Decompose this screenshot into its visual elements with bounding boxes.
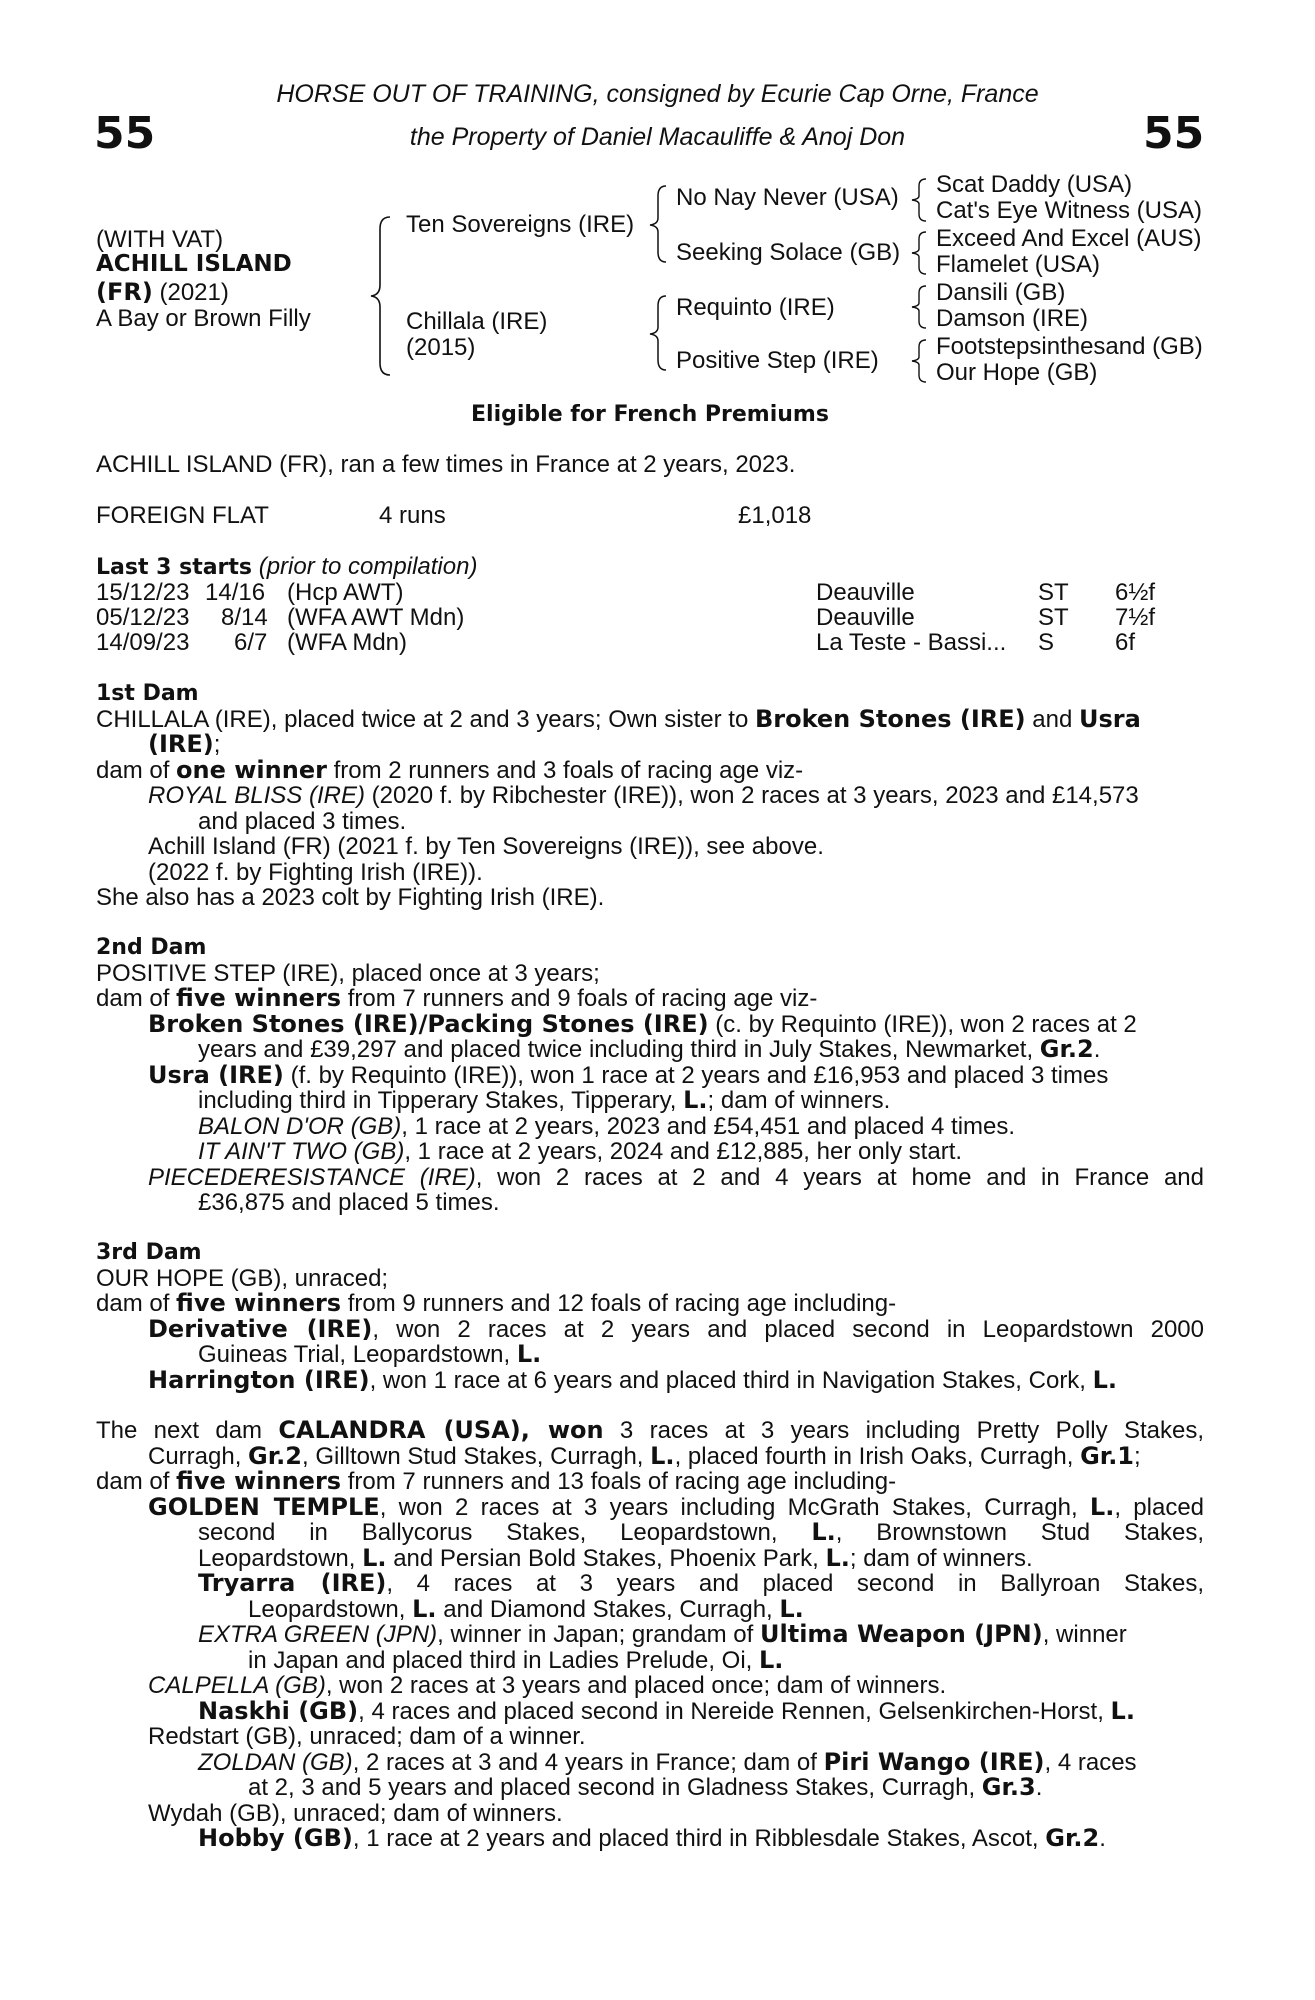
eligibility-note: Eligible for French Premiums — [471, 402, 829, 427]
third-dam-line: OUR HOPE (GB), unraced; — [96, 1264, 389, 1292]
produce-entry: (2022 f. by Fighting Irish (IRE)). — [148, 858, 483, 886]
property-line: the Property of Daniel Macauliffe & Anoj Don — [409, 123, 906, 151]
start-going: ST — [1038, 579, 1069, 606]
start-date: 15/12/23 — [96, 579, 190, 606]
horse-suffix-year — [96, 280, 229, 306]
start-position: 14/16 — [205, 579, 266, 606]
grandproduce-entry-cont: in Japan and placed third in Ladies Prelude, Oi, L. — [248, 1645, 784, 1674]
pedigree-sire-dam: Seeking Solace (GB) — [676, 239, 901, 266]
pedigree-sire: Ten Sovereigns (IRE) — [406, 211, 635, 238]
second-dam-produce-line: dam of five winners from 7 runners and 9 foals of racing age viz- — [96, 984, 818, 1012]
start-distance: 7½f — [1115, 604, 1156, 631]
pedigree-brace-ss — [908, 177, 928, 223]
third-dam-section — [96, 1240, 1204, 1393]
produce-entry-cont: including third in Tipperary Stakes, Tipperary, L.; dam of winners. — [198, 1086, 891, 1114]
start-course: Deauville — [816, 579, 915, 606]
pedigree-dam-dam: Positive Step (IRE) — [676, 347, 879, 374]
produce-note: She also has a 2023 colt by Fighting Irish (IRE). — [96, 884, 605, 911]
pedigree-ddd: Our Hope (GB) — [936, 359, 1098, 386]
first-dam-section — [96, 681, 1204, 911]
grandproduce-entry: Naskhi (GB), 4 races and placed second in Nereide Rennen, Gelsenkirchen-Horst, L. — [198, 1696, 1135, 1725]
start-position: 8/14 — [221, 604, 268, 631]
start-going: S — [1038, 629, 1055, 656]
start-course: La Teste - Bassi... — [816, 629, 1007, 656]
pedigree-brace-sire — [648, 184, 668, 264]
start-position: 6/7 — [234, 629, 268, 656]
start-distance: 6f — [1115, 629, 1136, 656]
horse-name: ACHILL ISLAND — [96, 251, 292, 277]
horse-description: A Bay or Brown Filly — [96, 305, 311, 332]
start-race: (Hcp AWT) — [287, 579, 404, 606]
first-dam-produce-line: dam of one winner from 2 runners and 3 foals of racing age viz- — [96, 755, 804, 784]
produce-entry: PIECEDERESISTANCE (IRE), won 2 races at 2 and 4 years at home and in France and — [148, 1163, 1204, 1191]
grandproduce-entry: IT AIN'T TWO (GB), 1 race at 2 years, 2024 and £12,885, her only start. — [198, 1138, 963, 1165]
produce-entry-cont: Leopardstown, L. and Persian Bold Stakes, Phoenix Park, L.; dam of winners. — [198, 1543, 1033, 1572]
horse-year: (2021) — [159, 279, 229, 306]
produce-entry: Broken Stones (IRE)/Packing Stones (IRE) (c. by Requinto (IRE)), won 2 races at 2 — [148, 1009, 1137, 1038]
produce-entry: GOLDEN TEMPLE, won 2 races at 3 years including McGrath Stakes, Curragh, L., placed — [148, 1492, 1205, 1521]
horse-suffix: (FR) — [96, 278, 153, 306]
second-dam-section — [96, 935, 1204, 1216]
produce-entry: Wydah (GB), unraced; dam of winners. — [148, 1799, 563, 1827]
pedigree-brace-dam — [648, 294, 668, 372]
start-row — [96, 580, 189, 606]
produce-entry-cont: Guineas Trial, Leopardstown, L. — [198, 1340, 542, 1368]
next-dam-line: The next dam CALANDRA (USA), won 3 races at 3 years including Pretty Polly Stakes, — [96, 1416, 1204, 1444]
pedigree-dds: Footstepsinthesand (GB) — [936, 333, 1203, 360]
start-going: ST — [1038, 604, 1069, 631]
pedigree-sds: Exceed And Excel (AUS) — [936, 225, 1202, 252]
last-starts-subtitle: (prior to compilation) — [258, 553, 478, 580]
produce-entry-cont: second in Ballycorus Stakes, Leopardstown, L., Brownstown Stud Stakes, — [198, 1518, 1204, 1546]
next-dam-produce-line: dam of five winners from 7 runners and 13 foals of racing age including- — [96, 1467, 897, 1495]
pedigree-dam-sire: Requinto (IRE) — [676, 294, 835, 321]
produce-entry: Achill Island (FR) (2021 f. by Ten Sovereigns (IRE)), see above. — [148, 833, 824, 860]
first-dam-title: 1st Dam — [96, 681, 199, 706]
produce-entry-cont: and placed 3 times. — [198, 807, 407, 835]
grandproduce-entry-cont: at 2, 3 and 5 years and placed second in Gladness Stakes, Curragh, Gr.3. — [248, 1773, 1043, 1801]
race-summary: ACHILL ISLAND (FR), ran a few times in France at 2 years, 2023. — [96, 451, 796, 478]
last-starts-title: Last 3 starts — [96, 555, 253, 580]
pedigree-brace-dd — [908, 338, 928, 384]
grandproduce-entry: Tryarra (IRE), 4 races at 3 years and placed second in Ballyroan Stakes, — [198, 1569, 1205, 1597]
next-dam-line-cont: Curragh, Gr.2, Gilltown Stud Stakes, Curragh, L., placed fourth in Irish Oaks, Curragh, Gr.1; — [148, 1441, 1141, 1470]
grandproduce-entry: ZOLDAN (GB), 2 races at 3 and 4 years in France; dam of Piri Wango (IRE), 4 races — [198, 1747, 1137, 1776]
pedigree-brace-ds — [908, 284, 928, 330]
vat-note: (WITH VAT) — [96, 226, 224, 253]
produce-entry: CALPELLA (GB), won 2 races at 3 years and placed once; dam of winners. — [148, 1672, 947, 1699]
start-date: 14/09/23 — [96, 629, 190, 656]
start-race: (WFA AWT Mdn) — [287, 604, 465, 631]
produce-entry: Redstart (GB), unraced; dam of a winner. — [148, 1723, 586, 1750]
pedigree-dss: Dansili (GB) — [936, 279, 1066, 306]
start-race: (WFA Mdn) — [287, 629, 408, 656]
consignment-line: HORSE OUT OF TRAINING, consigned by Ecurie Cap Orne, France — [276, 80, 1039, 108]
pedigree-sss: Scat Daddy (USA) — [936, 171, 1133, 198]
pedigree-brace-sd — [908, 230, 928, 276]
pedigree-sdd: Flamelet (USA) — [936, 251, 1101, 278]
produce-entry: ROYAL BLISS (IRE) (2020 f. by Ribchester (IRE)), won 2 races at 3 years, 2023 and £14,573 — [148, 782, 1139, 809]
third-dam-title: 3rd Dam — [96, 1240, 202, 1265]
first-dam-line: CHILLALA (IRE), placed twice at 2 and 3 years; Own sister to Broken Stones (IRE) and Usra — [96, 704, 1141, 733]
pedigree-brace-main — [368, 215, 392, 377]
lot-number-left: 55 — [94, 108, 156, 159]
produce-entry: Harrington (IRE), won 1 race at 6 years and placed third in Navigation Stakes, Cork, L. — [148, 1365, 1118, 1394]
record-runs: 4 runs — [379, 502, 446, 529]
third-dam-produce-line: dam of five winners from 9 runners and 12 foals of racing age including- — [96, 1289, 897, 1317]
start-date: 05/12/23 — [96, 604, 190, 631]
grandproduce-entry-cont: Leopardstown, L. and Diamond Stakes, Curragh, L. — [248, 1594, 804, 1623]
pedigree-ssd: Cat's Eye Witness (USA) — [936, 197, 1202, 224]
pedigree-dam-year: (2015) — [406, 334, 476, 361]
produce-entry-cont: £36,875 and placed 5 times. — [198, 1189, 500, 1216]
last-starts-heading — [96, 554, 477, 581]
start-course: Deauville — [816, 604, 915, 631]
record-earnings: £1,018 — [738, 502, 812, 529]
pedigree-dam: Chillala (IRE) — [406, 308, 548, 335]
start-distance: 6½f — [1115, 579, 1156, 606]
pedigree-sire-sire: No Nay Never (USA) — [676, 184, 899, 211]
pedigree-dsd: Damson (IRE) — [936, 305, 1089, 332]
next-dam-section — [96, 1418, 1204, 1852]
grandproduce-entry: Hobby (GB), 1 race at 2 years and placed third in Ribblesdale Stakes, Ascot, Gr.2. — [198, 1824, 1106, 1852]
second-dam-line: POSITIVE STEP (IRE), placed once at 3 years; — [96, 959, 600, 987]
produce-entry: Usra (IRE) (f. by Requinto (IRE)), won 1 race at 2 years and £16,953 and placed 3 times — [148, 1060, 1109, 1089]
produce-entry: Derivative (IRE), won 2 races at 2 years and placed second in Leopardstown 2000 — [148, 1314, 1204, 1343]
lot-number-right: 55 — [1143, 108, 1205, 159]
grandproduce-entry: EXTRA GREEN (JPN), winner in Japan; grandam of Ultima Weapon (JPN), winner — [198, 1620, 1127, 1648]
grandproduce-entry: BALON D'OR (GB), 1 race at 2 years, 2023 and £54,451 and placed 4 times. — [198, 1112, 1016, 1140]
produce-entry-cont: years and £39,297 and placed twice including third in July Stakes, Newmarket, Gr.2. — [198, 1035, 1101, 1063]
first-dam-line: (IRE); — [148, 730, 221, 758]
second-dam-title: 2nd Dam — [96, 935, 207, 960]
record-label: FOREIGN FLAT — [96, 502, 269, 529]
